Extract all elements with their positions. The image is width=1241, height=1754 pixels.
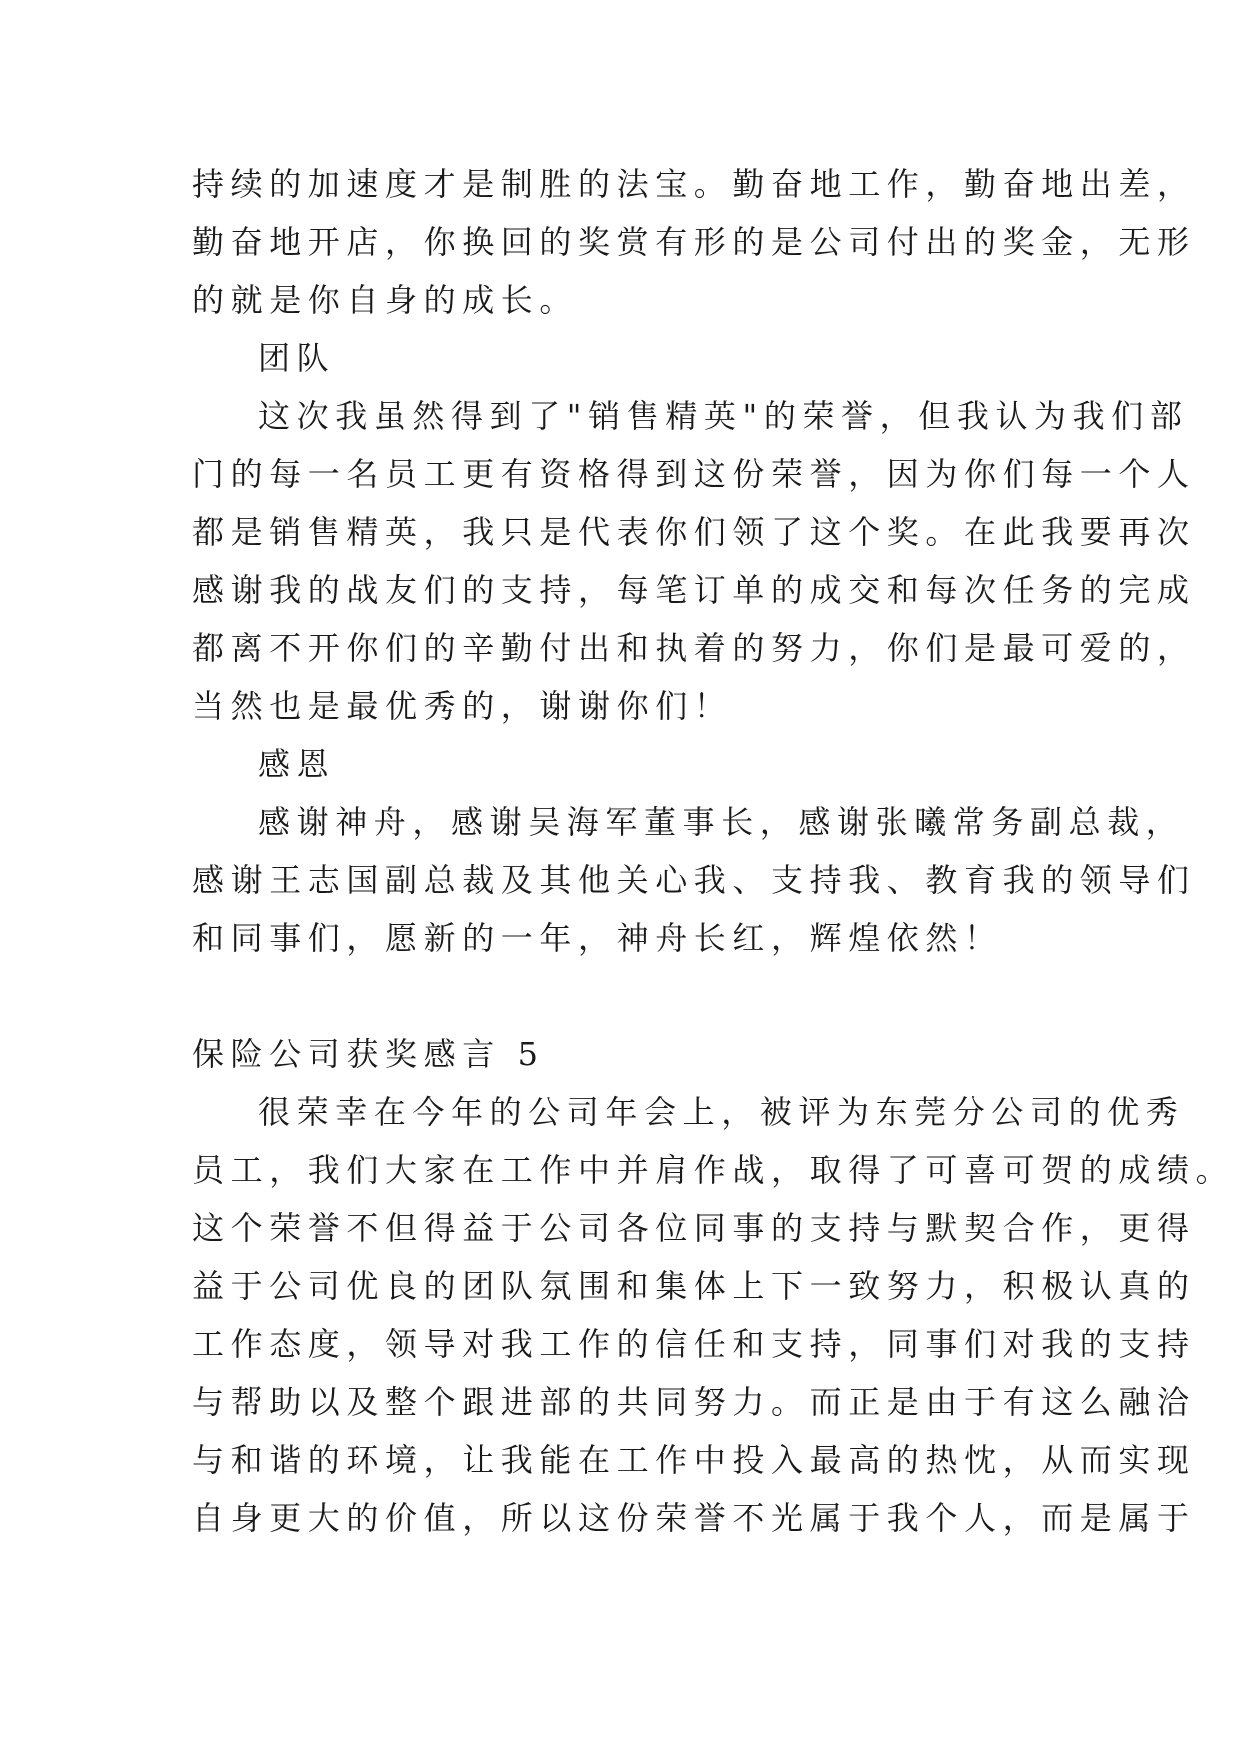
paragraph-line: 益于公司优良的团队氛围和集体上下一致努力，积极认真的 (192, 1267, 1196, 1305)
paragraph-line: 门的每一名员工更有资格得到这份荣誉，因为你们每一个人 (192, 455, 1196, 493)
paragraph-line: 感谢我的战友们的支持，每笔订单的成交和每次任务的完成 (192, 571, 1196, 609)
paragraph-line: 自身更大的价值，所以这份荣誉不光属于我个人，而是属于 (192, 1499, 1196, 1537)
paragraph-line: 都离不开你们的辛勤付出和执着的努力，你们是最可爱的， (192, 629, 1196, 667)
paragraph-2 (192, 387, 1196, 735)
paragraph-line: 与和谐的环境，让我能在工作中投入最高的热忱，从而实现 (192, 1441, 1196, 1479)
document-body (192, 155, 1235, 1547)
paragraph-line: 持续的加速度才是制胜的法宝。勤奋地工作，勤奋地出差， (192, 165, 1196, 203)
blank-line (192, 967, 1064, 1025)
paragraph-line: 的就是你自身的成长。 (192, 281, 579, 319)
paragraph-3 (192, 793, 1196, 967)
paragraph-line: 都是销售精英，我只是代表你们领了这个奖。在此我要再次 (192, 513, 1196, 551)
paragraph-1 (192, 155, 1196, 329)
paragraph-line: 和同事们，愿新的一年，神舟长红，辉煌依然！ (192, 919, 1003, 957)
paragraph-line: 感谢王志国副总裁及其他关心我、支持我、教育我的领导们 (192, 861, 1196, 899)
paragraph-line: 员工，我们大家在工作中并肩作战，取得了可喜可贺的成绩。 (192, 1151, 1235, 1189)
paragraph-line: 工作态度，领导对我工作的信任和支持，同事们对我的支持 (192, 1325, 1196, 1363)
paragraph-line: 感谢神舟，感谢吴海军董事长，感谢张曦常务副总裁， (258, 803, 1185, 841)
paragraph-line: 勤奋地开店，你换回的奖赏有形的是公司付出的奖金，无形 (192, 223, 1196, 261)
paragraph-line: 与帮助以及整个跟进部的共同努力。而正是由于有这么融洽 (192, 1383, 1196, 1421)
section-heading-team: 团队 (258, 339, 336, 377)
paragraph-line: 当然也是最优秀的，谢谢你们！ (192, 687, 733, 725)
section-heading-gratitude: 感恩 (258, 745, 336, 783)
paragraph-line: 这次我虽然得到了"销售精英"的荣誉，但我认为我们部 (258, 397, 1189, 435)
paragraph-line: 很荣幸在今年的公司年会上，被评为东莞分公司的优秀 (258, 1093, 1185, 1131)
section-title: 保险公司获奖感言 5 (192, 1035, 545, 1073)
paragraph-4 (192, 1083, 1235, 1547)
paragraph-line: 这个荣誉不但得益于公司各位同事的支持与默契合作，更得 (192, 1209, 1196, 1247)
